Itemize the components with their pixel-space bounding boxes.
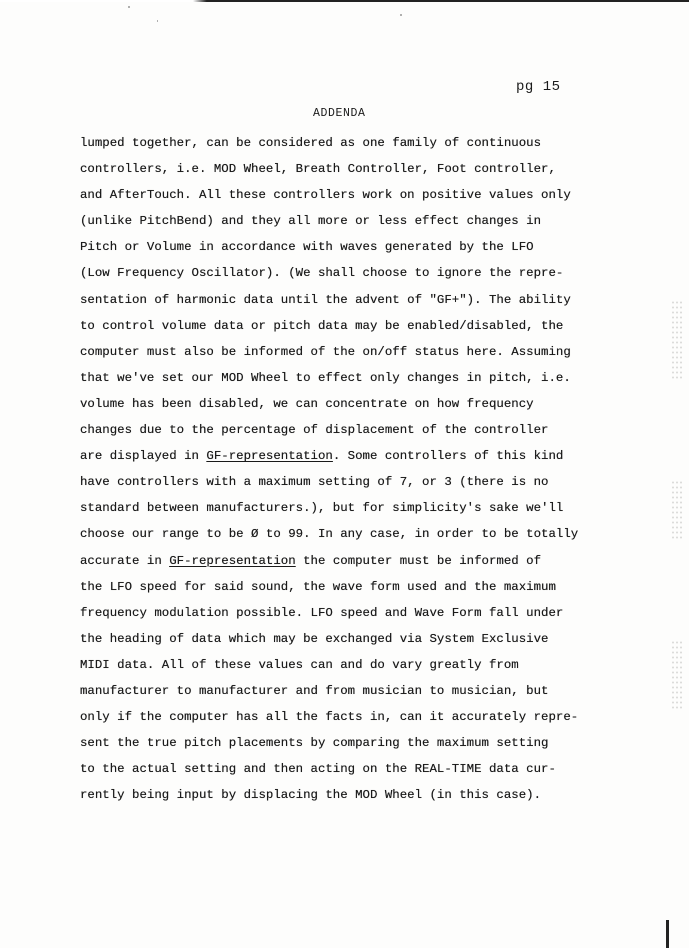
text-line: [80, 365, 640, 391]
underlined-term: GF-representation: [206, 449, 333, 464]
scan-edge-noise: [671, 300, 683, 380]
text-span: to the actual setting and then acting on the REAL-TIME data cur-: [80, 762, 556, 777]
text-span: controllers, i.e. MOD Wheel, Breath Controller, Foot controller,: [80, 162, 556, 177]
text-span: that we've set our MOD Wheel to effect only changes in pitch, i.e.: [80, 370, 571, 385]
scan-speckle: [157, 20, 158, 22]
text-line: [80, 730, 640, 756]
text-line: [80, 234, 640, 260]
scan-speckle: [128, 6, 130, 8]
text-span: are displayed in: [80, 449, 207, 464]
text-span: . Some controllers of this kind: [332, 449, 564, 464]
body-paragraph: [80, 130, 640, 808]
text-line: [80, 600, 640, 626]
text-line: [80, 417, 640, 443]
text-line: [80, 652, 640, 678]
text-line: [80, 260, 640, 286]
text-span: manufacturer to manufacturer and from musician to musician, but: [80, 683, 549, 698]
text-line: [80, 156, 640, 182]
text-line: [80, 287, 640, 313]
text-line: [80, 495, 640, 521]
text-line: [80, 782, 640, 808]
text-line: [80, 339, 640, 365]
scan-top-edge: [0, 0, 689, 2]
text-span: rently being input by displacing the MOD Wheel (in this case).: [80, 788, 542, 803]
text-line: [80, 574, 640, 600]
text-line: [80, 182, 640, 208]
text-span: (Low Frequency Oscillator). (We shall choose to ignore the repre-: [80, 266, 564, 281]
text-line: [80, 548, 640, 574]
text-span: have controllers with a maximum setting of 7, or 3 (there is no: [80, 475, 549, 490]
text-span: standard between manufacturers.), but for simplicity's sake we'll: [80, 501, 564, 516]
text-line: [80, 704, 640, 730]
text-span: volume has been disabled, we can concentrate on how frequency: [80, 396, 534, 411]
text-span: sent the true pitch placements by comparing the maximum setting: [80, 736, 549, 751]
page-number: pg 15: [516, 79, 561, 95]
text-span: choose our range to be Ø to 99. In any case, in order to be totally: [80, 527, 579, 542]
text-span: changes due to the percentage of displacement of the controller: [80, 423, 549, 438]
text-span: frequency modulation possible. LFO speed and Wave Form fall under: [80, 605, 564, 620]
text-line: [80, 130, 640, 156]
text-span: the LFO speed for said sound, the wave form used and the maximum: [80, 579, 556, 594]
text-span: accurate in: [80, 553, 170, 568]
scan-corner-mark: [666, 920, 669, 948]
text-span: the computer must be informed of: [295, 553, 542, 568]
text-line: [80, 626, 640, 652]
text-line: [80, 521, 640, 547]
text-span: computer must also be informed of the on/off status here. Assuming: [80, 344, 571, 359]
text-span: MIDI data. All of these values can and do vary greatly from: [80, 657, 519, 672]
text-span: (unlike PitchBend) and they all more or less effect changes in: [80, 214, 542, 229]
text-span: lumped together, can be considered as one family of continuous: [80, 136, 542, 150]
text-span: only if the computer has all the facts in, can it accurately repre-: [80, 710, 579, 725]
text-line: [80, 756, 640, 782]
text-span: and AfterTouch. All these controllers work on positive values only: [80, 188, 571, 203]
text-span: the heading of data which may be exchanged via System Exclusive: [80, 631, 549, 646]
scan-edge-noise: [671, 480, 683, 540]
text-span: to control volume data or pitch data may be enabled/disabled, the: [80, 318, 564, 333]
text-span: sentation of harmonic data until the advent of "GF+"). The ability: [80, 292, 571, 307]
text-line: [80, 313, 640, 339]
text-line: [80, 208, 640, 234]
section-heading: ADDENDA: [313, 107, 366, 120]
text-span: Pitch or Volume in accordance with waves generated by the LFO: [80, 240, 534, 255]
text-line: [80, 469, 640, 495]
underlined-term: GF-representation: [169, 553, 296, 568]
text-line: [80, 678, 640, 704]
scan-edge-noise: [671, 640, 683, 710]
text-line: [80, 443, 640, 469]
scan-speckle: [400, 14, 402, 16]
text-line: [80, 391, 640, 417]
